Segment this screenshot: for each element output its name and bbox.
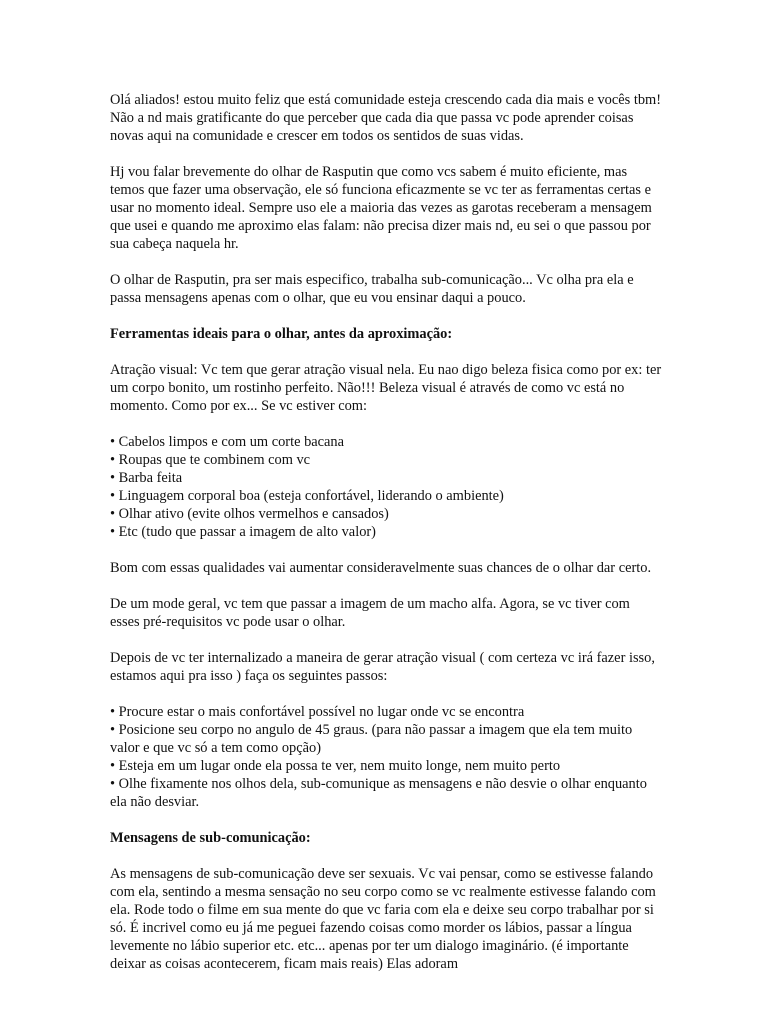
subcommunication-paragraph: As mensagens de sub-comunicação deve ser sexuais. Vc vai pensar, como se estivesse falando com ela, sentindo a mesma sensação no seu corpo como se vc realmente estivesse falando com ela. Rode todo o filme em sua mente do que vc faria com ela e deixe seu corpo trabalhar por si só. É incrivel como eu já me peguei fazendo coisas como morder os lábios, passar a língua levemente no lábio superior etc. etc... apenas por ter um dialogo imaginário. (é importante deixar as coisas acontecerem, ficam mais reais) Elas adoram xyxy=(110,866,656,972)
alpha-image-paragraph: De um mode geral, vc tem que passar a imagem de um macho alfa. Agora, se vc tiver com esses pré-requisitos vc pode usar o olhar. xyxy=(110,596,630,630)
rasputin-definition-paragraph: O olhar de Rasputin, pra ser mais especifico, trabalha sub-comunicação... Vc olha pra ela e passa mensagens apenas com o olhar, que eu vou ensinar daqui a pouco. xyxy=(110,272,634,306)
document-page xyxy=(110,91,662,991)
tools-heading: Ferramentas ideais para o olhar, antes da aproximação: xyxy=(110,326,453,342)
rasputin-intro-paragraph: Hj vou falar brevemente do olhar de Rasputin que como vcs sabem é muito eficiente, mas temos que fazer uma observação, ele só funciona eficazmente se vc ter as ferramentas certas e usar no momento ideal. Sempre uso ele a maioria das vezes as garotas receberam a mensagem que usei e quando me aproximo elas falam: não precisa dizer mais nd, eu sei o que passou por sua cabeça naquela hr. xyxy=(110,164,652,252)
subcommunication-heading: Mensagens de sub-comunicação: xyxy=(110,830,311,846)
qualities-list xyxy=(110,433,662,541)
qualities-result-paragraph: Bom com essas qualidades vai aumentar consideravelmente suas chances de o olhar dar certo. xyxy=(110,560,652,576)
visual-attraction-paragraph: Atração visual: Vc tem que gerar atração visual nela. Eu nao digo beleza fisica como por ex: ter um corpo bonito, um rostinho perfeito. Não!!! Beleza visual é através de como vc está no momento. Como por ex... Se vc estiver com: xyxy=(110,362,662,414)
list-item: • Procure estar o mais confortável possível no lugar onde vc se encontra xyxy=(110,704,525,720)
list-item: • Linguagem corporal boa (esteja confortável, liderando o ambiente) xyxy=(110,488,504,504)
list-item: • Barba feita xyxy=(110,470,183,486)
list-item: • Olhe fixamente nos olhos dela, sub-comunique as mensagens e não desvie o olhar enquanto ela não desviar. xyxy=(110,776,647,810)
intro-paragraph: Olá aliados! estou muito feliz que está comunidade esteja crescendo cada dia mais e vocês tbm! Não a nd mais gratificante do que perceber que cada dia que passa vc pode aprender coisas novas aqui na comunidade e crescer em todos os sentidos de suas vidas. xyxy=(110,92,662,144)
steps-list xyxy=(110,703,662,811)
steps-intro-paragraph: Depois de vc ter internalizado a maneira de gerar atração visual ( com certeza vc irá fazer isso, estamos aqui pra isso ) faça os seguintes passos: xyxy=(110,650,655,684)
list-item: • Etc (tudo que passar a imagem de alto valor) xyxy=(110,524,376,540)
list-item: • Cabelos limpos e com um corte bacana xyxy=(110,434,345,450)
list-item: • Olhar ativo (evite olhos vermelhos e cansados) xyxy=(110,506,389,522)
list-item: • Roupas que te combinem com vc xyxy=(110,452,311,468)
list-item: • Esteja em um lugar onde ela possa te ver, nem muito longe, nem muito perto xyxy=(110,758,561,774)
list-item: • Posicione seu corpo no angulo de 45 graus. (para não passar a imagem que ela tem muito valor e que vc só a tem como opção) xyxy=(110,722,633,756)
